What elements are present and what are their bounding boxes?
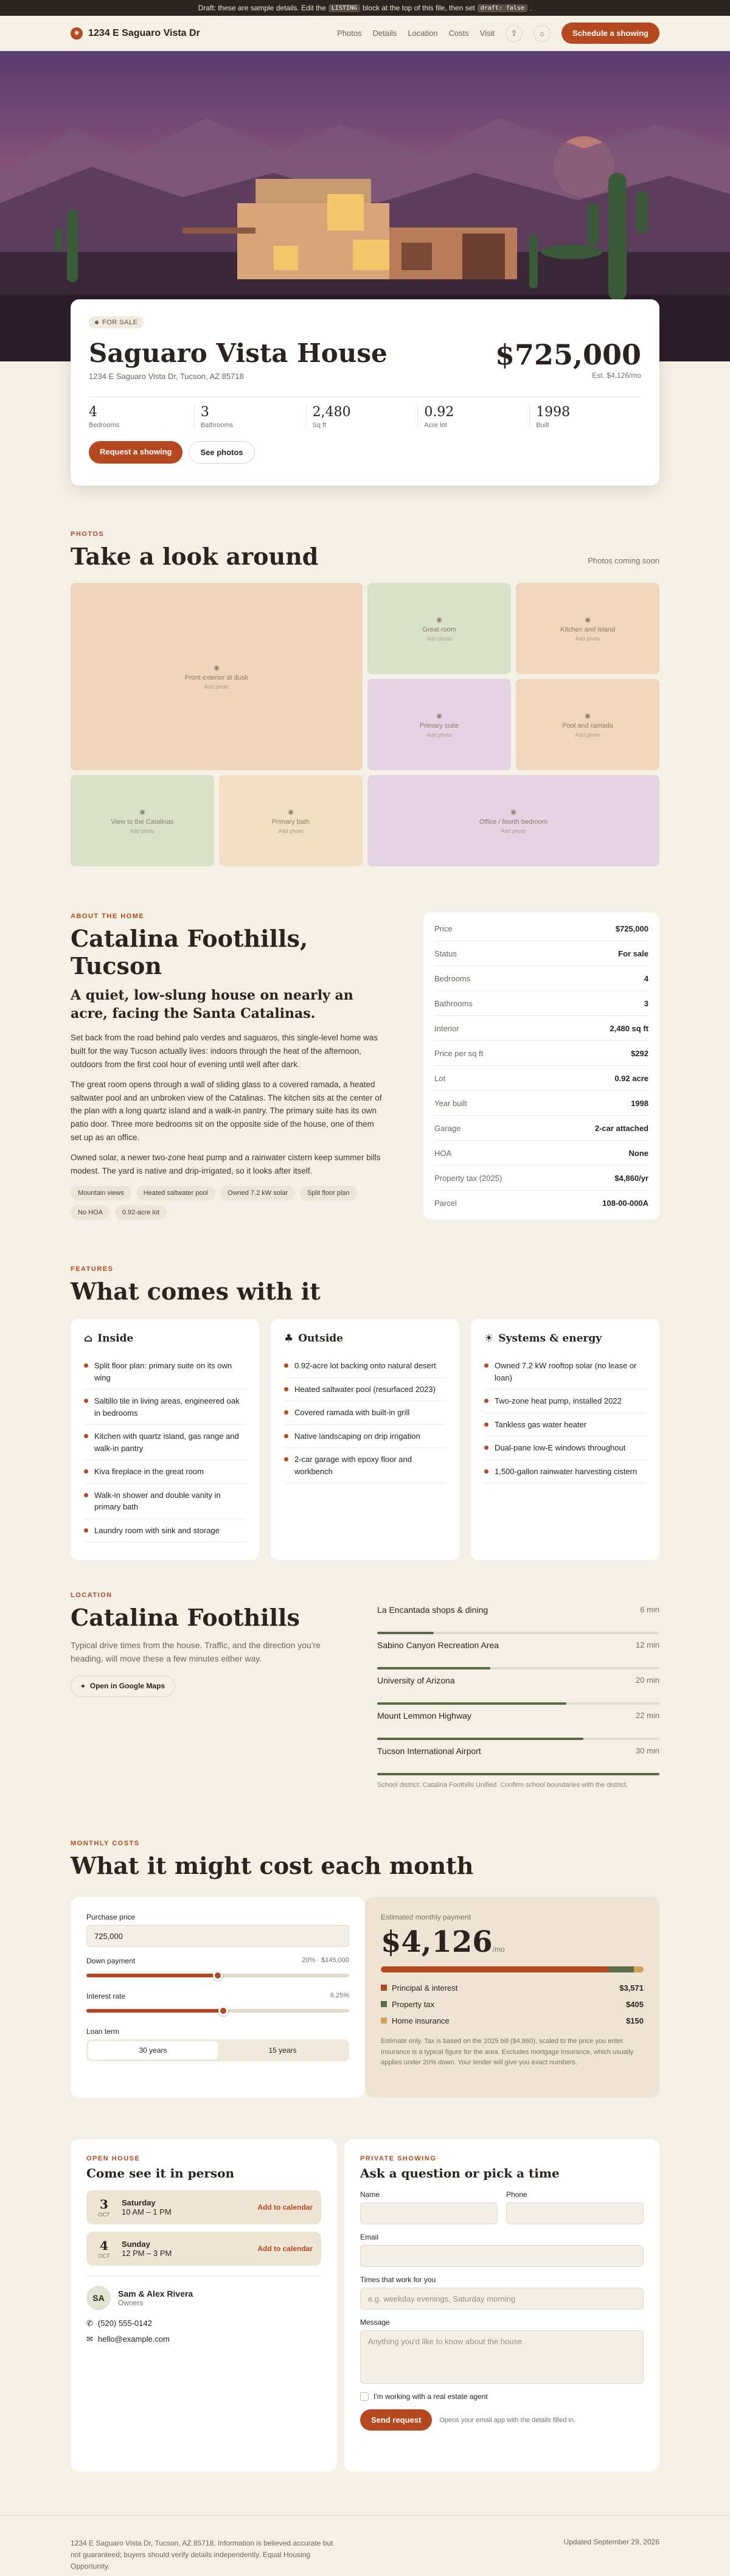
drive-time-row: Tucson International Airport 30 min xyxy=(377,1746,659,1783)
see-photos-button[interactable]: See photos xyxy=(189,441,254,464)
name-field[interactable] xyxy=(360,2202,498,2224)
fact-row: Year built 1998 xyxy=(434,1091,648,1116)
camera-icon: ◉ xyxy=(436,712,442,720)
about-paragraph: The great room opens through a wall of sliding glass to a covered ramada, a heated saltwater pool and an unbroken view of the Catalinas. The kitchen sits at the center of the plan with a long quartz island and a walk-in pantry. The primary suite has its own patio door. Three more bedrooms sit on the opposite side of the house, one of them set up as an office. xyxy=(71,1080,382,1142)
loan-term-toggle xyxy=(86,2039,349,2061)
open-house-title: Come see it in person xyxy=(86,2166,235,2181)
stat-lot: 0.92 Acre lot xyxy=(417,405,529,429)
stat-built: 1998 Built xyxy=(529,405,641,429)
breakdown-line: Property tax $405 xyxy=(381,1996,644,2013)
chip: Owned 7.2 kW solar xyxy=(220,1186,295,1200)
fact-row: Status For sale xyxy=(434,941,648,966)
camera-icon: ◉ xyxy=(436,616,442,624)
section-label: PRIVATE SHOWING xyxy=(360,2155,437,2162)
tree-icon: ♣ xyxy=(284,1332,294,1345)
schedule-showing-button[interactable]: Schedule a showing xyxy=(561,23,659,44)
agent-checkbox-label: I'm working with a real estate agent xyxy=(374,2392,488,2401)
breakdown-line: Principal & interest $3,571 xyxy=(381,1980,644,1996)
sun-logo-icon: ☀ xyxy=(71,27,83,40)
phone-label: Phone xyxy=(506,2190,527,2199)
feature-item: Native landscaping on drip irrigation xyxy=(284,1425,446,1449)
nav-link-details[interactable]: Details xyxy=(372,29,397,38)
section-title: Take a look around xyxy=(71,543,319,570)
section-label: LOCATION xyxy=(71,1592,113,1599)
estimate-note: Estimate only. Tax is based on the 2025 bill ($4,860), scaled to the price you enter. Insurance is a typical figure for the area. Excludes mortgage insurance, which usually applies under 20% down. Your lender will give you exact numbers. xyxy=(381,2038,634,2067)
pin-icon: ⌖ xyxy=(81,1681,85,1690)
message-label: Message xyxy=(360,2318,390,2327)
feature-item: Dual-pane low-E windows throughout xyxy=(484,1436,646,1460)
name-label: Name xyxy=(360,2190,380,2199)
feature-item: 2-car garage with epoxy floor and workbench xyxy=(284,1448,446,1483)
listing-title: Saguaro Vista House xyxy=(89,338,388,368)
banner-code: draft: false xyxy=(478,4,527,12)
drive-time-bar xyxy=(377,1632,434,1634)
feature-item: Kitchen with quartz island, gas range and walk-in pantry xyxy=(84,1425,246,1460)
section-label: FEATURES xyxy=(71,1265,114,1273)
status-badge: FOR SALE xyxy=(89,316,144,329)
facts-table xyxy=(423,913,659,1219)
breakdown-segment xyxy=(381,1966,608,1972)
camera-icon: ◉ xyxy=(214,664,220,672)
interest-rate-slider[interactable] xyxy=(86,2009,349,2013)
email-link[interactable]: ✉ hello@example.com xyxy=(86,2334,170,2344)
section-title: What comes with it xyxy=(71,1278,321,1305)
section-label: PHOTOS xyxy=(71,531,105,538)
feature-item: Walk-in shower and double vanity in primary bath xyxy=(84,1484,246,1519)
fact-row: Garage 2-car attached xyxy=(434,1116,648,1141)
monthly-estimate: Est. $4,126/mo xyxy=(592,371,641,380)
calculator-panel xyxy=(71,1897,365,2098)
brand-name: 1234 E Saguaro Vista Dr xyxy=(88,27,200,38)
drive-time-row: University of Arizona 20 min xyxy=(377,1676,659,1712)
estimate-label: Estimated monthly payment xyxy=(381,1913,471,1921)
drive-time-row: Mount Lemmon Highway 22 min xyxy=(377,1711,659,1747)
stat-bathrooms: 3 Bathrooms xyxy=(194,405,306,429)
brand[interactable] xyxy=(71,27,200,40)
times-label: Times that work for you xyxy=(360,2275,436,2284)
owner-name: Sam & Alex Rivera xyxy=(118,2289,193,2299)
listing-price: $725,000 xyxy=(495,338,641,371)
feature-item: Heated saltwater pool (resurfaced 2023) xyxy=(284,1378,446,1402)
location-description: Typical drive times from the house. Traffic, and the direction you're heading, will move these a few minutes either way. xyxy=(71,1640,321,1664)
phone-field[interactable] xyxy=(506,2202,644,2224)
interest-rate-label: Interest rate xyxy=(86,1992,126,2000)
photos-note: Photos coming soon xyxy=(588,556,659,565)
feature-item: Split floor plan: primary suite on its own wing xyxy=(84,1354,246,1390)
feature-item: 0.92-acre lot backing onto natural desert xyxy=(284,1354,446,1378)
drive-time-row: Sabino Canyon Recreation Area 12 min xyxy=(377,1640,659,1677)
form-title: Ask a question or pick a time xyxy=(360,2166,560,2181)
open-house-card xyxy=(71,2139,337,2471)
drive-time-bar xyxy=(377,1738,583,1740)
banner-text: Draft: these are sample details. Edit the xyxy=(198,4,326,12)
purchase-price-input[interactable]: 725,000 xyxy=(86,1925,349,1947)
drive-time-bar xyxy=(377,1667,490,1669)
fact-row: Price $725,000 xyxy=(434,916,648,941)
camera-icon: ◉ xyxy=(585,616,591,624)
about-section xyxy=(71,913,387,1225)
send-note: Opens your email app with the details filled in. xyxy=(439,2416,576,2424)
photo-tile[interactable]: ◉ Front exterior at dusk Add photo xyxy=(71,583,363,770)
stat-sqft: 2,480 Sq ft xyxy=(306,405,418,429)
fact-row: HOA None xyxy=(434,1141,648,1166)
monthly-total: $4,126 xyxy=(381,1925,493,1959)
top-nav xyxy=(0,16,730,51)
sun-icon: ☀ xyxy=(484,1332,494,1345)
fact-row: Bathrooms 3 xyxy=(434,991,648,1016)
about-paragraph: Owned solar, a newer two-zone heat pump and a rainwater cistern keep summer bills modest. The yard is native and drip-irrigated, so it looks after itself. xyxy=(71,1153,381,1175)
photo-tile[interactable]: ◉ Primary suite Add photo xyxy=(367,679,511,770)
camera-icon: ◉ xyxy=(585,712,591,720)
drive-time-bar xyxy=(377,1702,566,1705)
feature-item: Saltillo tile in living areas, engineered oak in bedrooms xyxy=(84,1390,246,1425)
phone-icon: ✆ xyxy=(86,2319,93,2328)
home-icon: ⌂ xyxy=(84,1332,93,1345)
feature-chips xyxy=(71,1186,387,1225)
camera-icon: ◉ xyxy=(288,808,294,816)
owner-role: Owners xyxy=(118,2299,144,2307)
chip: No HOA xyxy=(71,1205,110,1220)
banner-text: block at the top of this file, then set xyxy=(362,4,475,12)
fact-row: Lot 0.92 acre xyxy=(434,1066,648,1091)
feature-item: Laundry room with sink and storage xyxy=(84,1519,246,1543)
fact-row: Bedrooms 4 xyxy=(434,966,648,991)
section-label: MONTHLY COSTS xyxy=(71,1840,140,1847)
per-month: /mo xyxy=(492,1945,505,1954)
camera-icon: ◉ xyxy=(139,808,145,816)
feature-item: Owned 7.2 kW rooftop solar (no lease or loan) xyxy=(484,1354,646,1390)
feature-item: Two-zone heat pump, installed 2022 xyxy=(484,1390,646,1413)
fact-row: Parcel 108-00-000A xyxy=(434,1199,648,1208)
email-label: Email xyxy=(360,2233,379,2241)
features-outside-card: ♣ Outside 0.92-acre lot backing onto natural desert Heated saltwater pool (resurfaced 2023) Covered ramada with built-in grill Native landscaping on drip irrigation 2-car garage with epoxy floor and workbench xyxy=(271,1319,459,1560)
photo-tile[interactable]: ◉ Great room Add photo xyxy=(367,583,511,674)
agent-checkbox[interactable] xyxy=(360,2392,369,2401)
send-request-button[interactable]: Send request xyxy=(360,2409,432,2431)
nav-link-location[interactable]: Location xyxy=(408,29,438,38)
section-title: Catalina Foothills xyxy=(71,1604,300,1631)
down-payment-slider[interactable] xyxy=(86,1974,349,1977)
request-showing-button[interactable]: Request a showing xyxy=(89,441,182,464)
drive-time-row: La Encantada shops & dining 6 min xyxy=(377,1605,659,1641)
add-to-calendar-link[interactable]: Add to calendar xyxy=(257,2203,313,2212)
feature-item: Tankless gas water heater xyxy=(484,1413,646,1437)
phone-link[interactable]: ✆ (520) 555-0142 xyxy=(86,2319,152,2328)
email-field[interactable] xyxy=(360,2245,644,2267)
costs-section xyxy=(71,1840,473,1879)
photos-section xyxy=(71,531,659,570)
loan-term-label: Loan term xyxy=(86,2027,120,2036)
times-field[interactable]: e.g. weekday evenings, Saturday morning xyxy=(360,2288,644,2310)
banner-text: . xyxy=(529,4,532,12)
add-to-calendar-link[interactable]: Add to calendar xyxy=(257,2244,313,2253)
breakdown-line: Home insurance $150 xyxy=(381,2013,644,2029)
payment-panel xyxy=(365,1897,659,2098)
chip: 0.92-acre lot xyxy=(115,1205,167,1220)
mail-icon: ✉ xyxy=(86,2334,93,2344)
chip: Mountain views xyxy=(71,1186,131,1200)
down-payment-value: 20% · $145,000 xyxy=(302,1957,349,1964)
banner-code: LISTING xyxy=(328,4,360,12)
section-label: ABOUT THE HOME xyxy=(71,913,145,920)
photo-tile[interactable]: ◉ Pool and ramada Add photo xyxy=(516,679,659,770)
nav-link-photos[interactable]: Photos xyxy=(337,29,362,38)
photo-tile[interactable]: ◉ Primary bath Add photo xyxy=(219,775,363,866)
showing-form xyxy=(344,2139,659,2471)
share-icon[interactable]: ⇪ xyxy=(506,25,523,42)
listing-card xyxy=(71,299,659,486)
photo-tile[interactable]: ◉ View to the Catalinas Add photo xyxy=(71,775,214,866)
section-title: Catalina Foothills, Tucson xyxy=(71,925,308,980)
about-subtitle: A quiet, low-slung house on nearly an acre, facing the Santa Catalinas. xyxy=(71,987,353,1022)
chip: Split floor plan xyxy=(300,1186,357,1200)
about-paragraph: Set back from the road behind palo verdes and saguaros, this single-level home was built for the way Tucson actually lives: indoors through the heat of the afternoon, outdoors from the first cool hour of evening until well after dark. xyxy=(71,1033,378,1069)
feature-item: Covered ramada with built-in grill xyxy=(284,1401,446,1425)
footer-updated: Updated September 29, 2026 xyxy=(563,2538,659,2546)
interest-rate-value: 6.25% xyxy=(330,1992,349,1999)
feature-item: Kiva fireplace in the great room xyxy=(84,1460,246,1484)
photo-tile[interactable]: ◉ Office / fourth bedroom Add photo xyxy=(367,775,659,866)
fact-row: Price per sq ft $292 xyxy=(434,1041,648,1066)
nav-link-costs[interactable]: Costs xyxy=(448,29,469,38)
stat-bedrooms: 4 Bedrooms xyxy=(89,405,120,429)
footer xyxy=(0,2515,730,2576)
open-house-event: 3 OCT Saturday 10 AM – 1 PM Add to calendar xyxy=(86,2190,321,2224)
term-30-button[interactable]: 30 years xyxy=(88,2041,218,2059)
fact-row: Interior 2,480 sq ft xyxy=(434,1016,648,1041)
draft-banner xyxy=(0,0,730,16)
payment-breakdown-bar xyxy=(381,1966,644,1972)
open-house-event: 4 OCT Sunday 12 PM – 3 PM Add to calendar xyxy=(86,2232,321,2266)
features-section xyxy=(71,1265,321,1305)
fact-row: Property tax (2025) $4,860/yr xyxy=(434,1166,648,1191)
breakdown-segment xyxy=(634,1966,644,1972)
features-systems-card: ☀ Systems & energy Owned 7.2 kW rooftop solar (no lease or loan) Two-zone heat pump, installed 2022 Tankless gas water heater Dual-pane low-E windows throughout 1,500-gallon rainwater harvesting cistern xyxy=(471,1319,659,1560)
footer-disclaimer: 1234 E Saguaro Vista Dr, Tucson, AZ 85718. Information is believed accurate but not guaranteed; buyers should verify details independently. Equal Housing Opportunity. xyxy=(71,2539,333,2571)
google-maps-button[interactable]: ⌖ Open in Google Maps xyxy=(71,1676,175,1697)
breakdown-segment xyxy=(608,1966,634,1972)
term-15-button[interactable]: 15 years xyxy=(268,2046,297,2055)
avatar: SA xyxy=(86,2286,111,2310)
down-payment-label: Down payment xyxy=(86,1957,136,1965)
photo-tile[interactable]: ◉ Kitchen and island Add photo xyxy=(516,583,659,674)
message-field[interactable]: Anything you'd like to know about the house xyxy=(360,2330,644,2384)
purchase-price-label: Purchase price xyxy=(86,1913,136,1921)
theme-toggle-icon[interactable]: ☼ xyxy=(534,25,551,42)
section-label: OPEN HOUSE xyxy=(86,2155,141,2162)
camera-icon: ◉ xyxy=(510,808,516,816)
school-note: School district: Catalina Foothills Unified. Confirm school boundaries with the district. xyxy=(377,1781,628,1789)
features-inside-card: ⌂ Inside Split floor plan: primary suite on its own wing Saltillo tile in living areas, engineered oak in bedrooms Kitchen with quartz island, gas range and walk-in pantry Kiva fireplace in the great room Walk-in shower and double vanity in primary bath Laundry room with sink and storage xyxy=(71,1319,259,1560)
chip: Heated saltwater pool xyxy=(136,1186,215,1200)
feature-item: 1,500-gallon rainwater harvesting cistern xyxy=(484,1460,646,1484)
location-section xyxy=(71,1592,338,1697)
listing-address: 1234 E Saguaro Vista Dr, Tucson, AZ 85718 xyxy=(89,372,244,381)
drive-time-bar xyxy=(377,1773,659,1775)
stats-row xyxy=(89,397,641,429)
nav-link-visit[interactable]: Visit xyxy=(479,29,495,38)
section-title: What it might cost each month xyxy=(71,1852,474,1879)
